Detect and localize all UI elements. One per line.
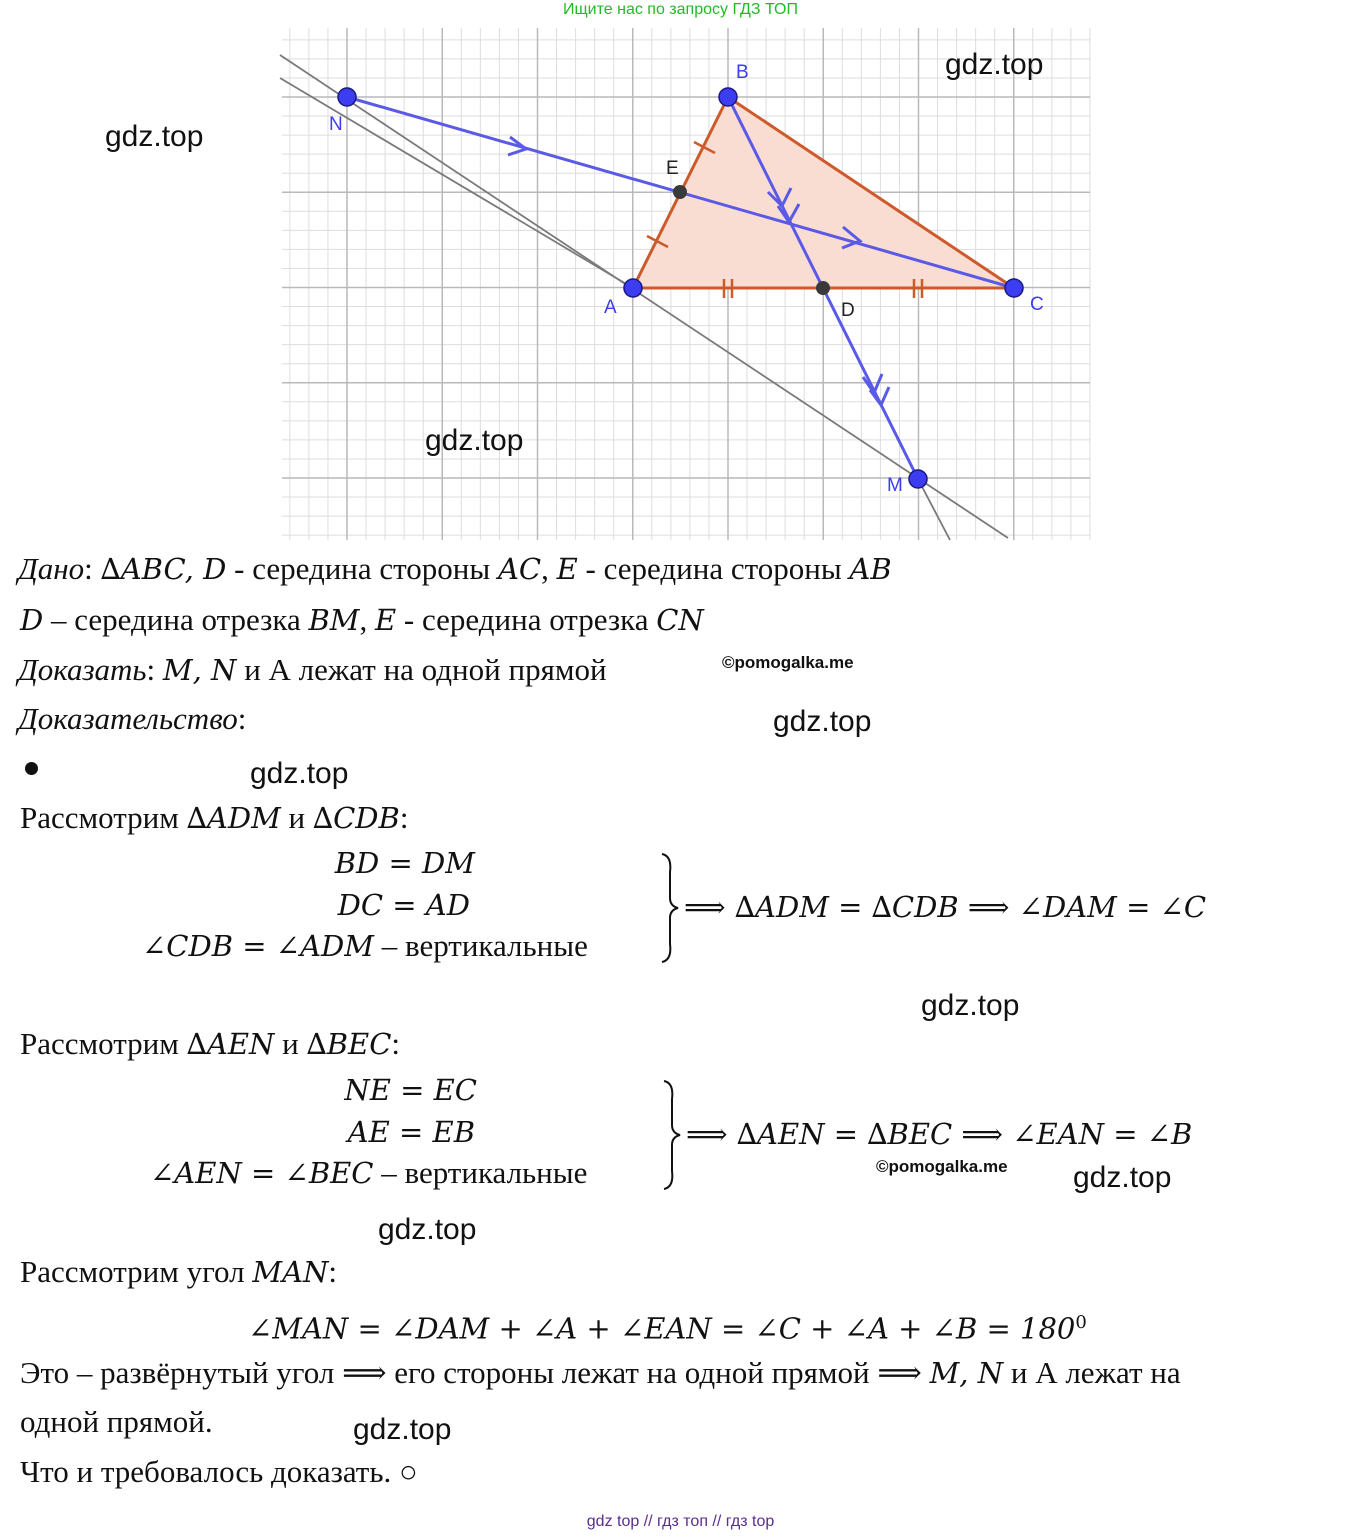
geometry-figure [0,0,1361,545]
point-n [338,88,356,106]
step1-eq2: DC = AD [337,888,470,922]
label-d: D [841,300,855,321]
label-n: N [329,114,343,135]
point-c [1005,279,1023,297]
watermark: gdz.top [773,705,872,738]
step1-eq3: ∠CDB = ∠ADM – вертикальные [142,928,588,963]
point-e [673,185,687,199]
top-banner: Ищите нас по запросу ГДЗ ТОП [563,1,798,18]
gray-line-nm [280,55,1008,538]
watermark: gdz.top [353,1413,452,1446]
prove-label: Доказать [18,652,147,687]
qed-line: Что и требовалось доказать. ○ [20,1454,418,1489]
conclusion-line-1: Это – развёрнутый угол ⟹ его стороны лежат на одной прямой ⟹ M, N и А лежат на [20,1355,1181,1390]
proof-label-line: Доказательство: [18,701,247,736]
point-d [816,281,830,295]
prove-line: Доказать: M, N и А лежат на одной прямой [18,652,607,687]
step2-eq3: ∠AEN = ∠BEC – вертикальные [150,1155,588,1190]
step2-brace [660,1079,684,1191]
step1-eq1: BD = DM [334,846,475,880]
step2-eq2: AE = EB [347,1115,475,1149]
label-e: E [666,158,679,179]
step3-equation: ∠MAN = ∠DAM + ∠A + ∠EAN = ∠C + ∠A + ∠B = $180^0$ [248,1311,1087,1346]
point-m [909,470,927,488]
watermark: gdz.top [1073,1161,1172,1194]
watermark: gdz.top [105,120,204,153]
label-b: B [736,62,749,83]
step2-title: Рассмотрим ∆AEN и ∆BEC: [20,1026,401,1061]
label-a: A [604,297,617,318]
step2-result: ⟹ ∆AEN = ∆BEC ⟹ ∠EAN = ∠B [686,1117,1193,1151]
bullet [25,762,38,775]
watermark-pomogalka: ©pomogalka.me [722,653,854,672]
point-a [624,279,642,297]
given-line-2: D – середина отрезка BM, E - середина отрезка CN [20,602,704,637]
given-line-1: Дано: ∆ABC, D - середина стороны AC, E - середина стороны AB [18,551,892,586]
watermark: gdz.top [921,989,1020,1022]
watermark: gdz.top [250,757,349,790]
gray-line-an [280,78,633,288]
watermark: gdz.top [945,48,1044,81]
step1-result: ⟹ ∆ADM = ∆CDB ⟹ ∠DAM = ∠C [684,890,1207,924]
point-b [719,88,737,106]
watermark-pomogalka: ©pomogalka.me [876,1157,1008,1176]
watermark: gdz.top [378,1213,477,1246]
step3-title: Рассмотрим угол MAN: [20,1254,338,1289]
footer-links[interactable]: gdz top // гдз топ // гдз top [586,1513,775,1530]
step2-eq1: NE = EC [344,1073,477,1107]
proof-label: Доказательство [18,701,238,736]
label-c: C [1030,294,1044,315]
conclusion-line-2: одной прямой. [20,1404,213,1439]
given-label: Дано [18,551,85,586]
label-m: M [887,475,903,496]
step1-title: Рассмотрим ∆ADM и ∆CDB: [20,800,409,835]
watermark: gdz.top [425,424,524,457]
step1-brace [658,852,682,964]
